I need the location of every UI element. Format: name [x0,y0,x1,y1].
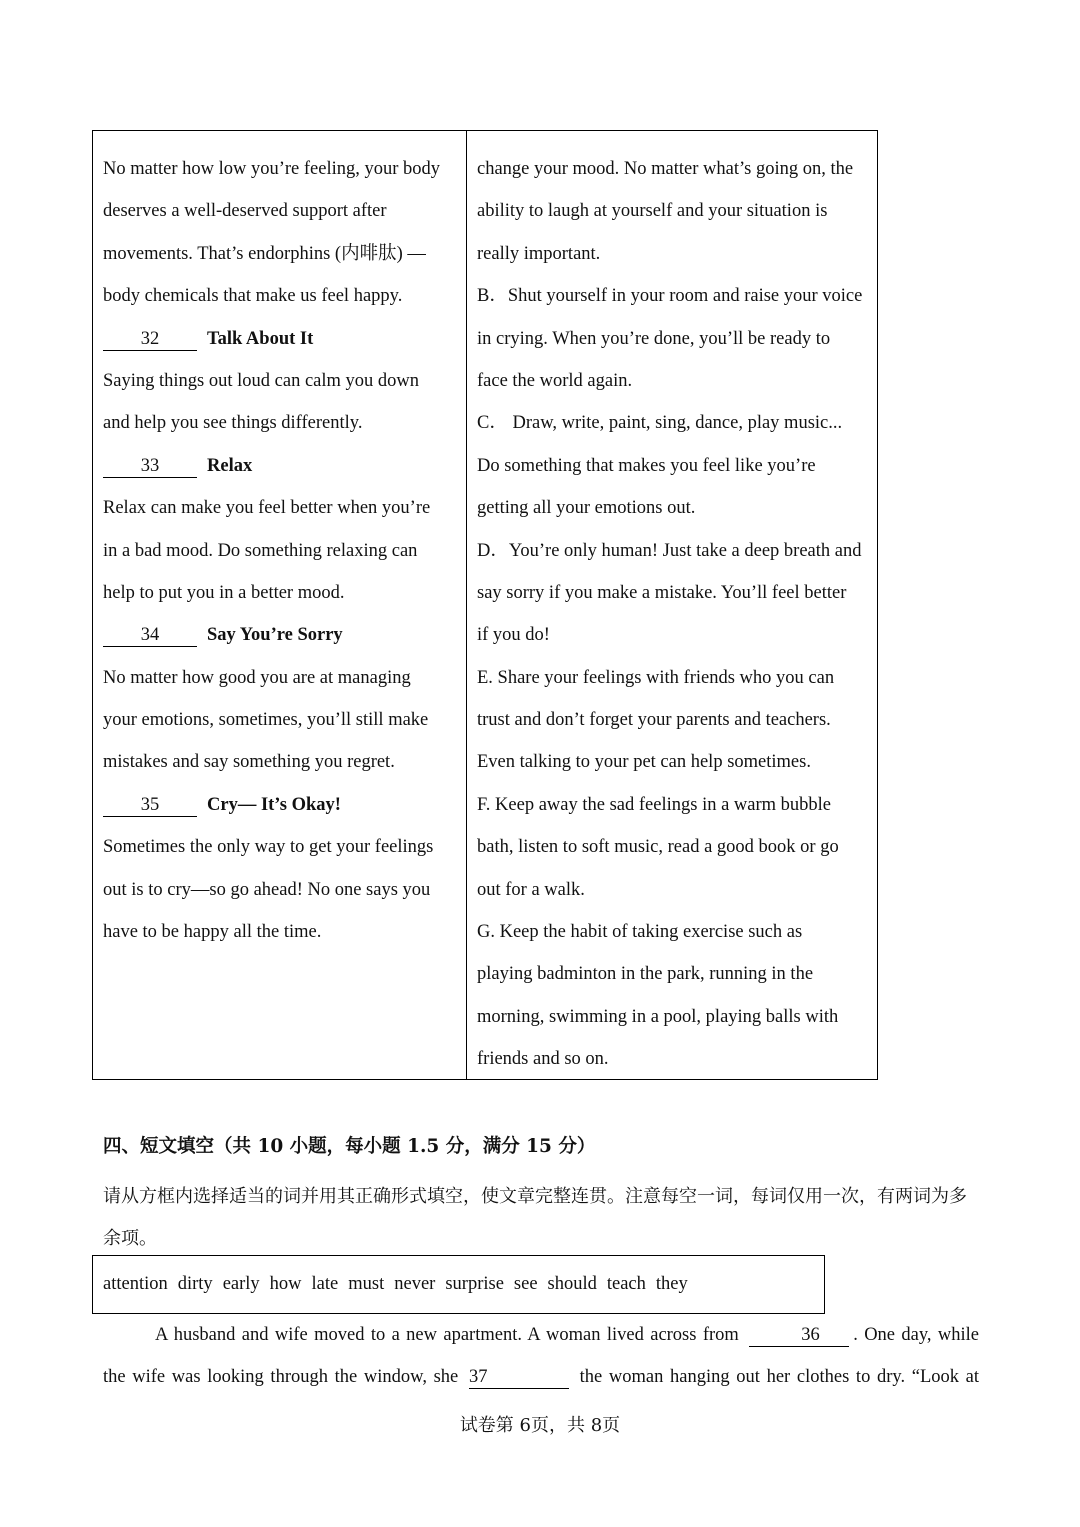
word-option: see [513,1274,538,1294]
option-text-line: say sorry if you make a mistake. You’ll feel better [477,582,847,603]
passage-line [103,1356,979,1398]
word-option: teach [606,1274,646,1294]
right-column-options [477,148,875,1081]
word-option: surprise [445,1274,504,1294]
option-text-line: ability to laugh at yourself and your situation is [477,201,828,222]
text-line: and help you see things differently. [103,413,363,434]
option-text-line: trust and don’t forget your parents and teachers. [477,710,831,731]
answer-blank-33[interactable]: 33 [103,455,197,478]
text-line: help to put you in a better mood. [103,582,345,603]
answer-blank-32[interactable]: 32 [103,328,197,351]
heading-title: Say You’re Sorry [207,625,343,646]
passage [103,1314,979,1399]
heading-title: Cry— It’s Okay! [207,794,341,815]
option-text-line: in crying. When you’re done, you’ll be ready to [477,328,831,349]
word-option: dirty [177,1274,213,1294]
text-line: in a bad mood. Do something relaxing can [103,540,418,561]
text-line: Saying things out loud can calm you down [103,370,420,391]
option-heading [103,445,463,487]
word-option: they [655,1274,688,1294]
word-option: never [394,1274,436,1294]
heading-title: Relax [207,455,253,476]
answer-blank-35[interactable]: 35 [103,794,197,817]
option-heading [103,614,463,656]
answer-blank-34[interactable]: 34 [103,624,197,647]
left-column [103,148,463,953]
answer-blank-37[interactable]: 37 [469,1366,569,1389]
word-box [92,1255,825,1314]
text-line: Sometimes the only way to get your feelings [103,837,434,858]
text-line: Relax can make you feel better when you’re [103,498,431,519]
text-line: out is to cry—so go ahead! No one says you [103,879,431,900]
text-line: No matter how low you’re feeling, your body [103,159,441,179]
text-line: deserves a well-deserved support after [103,201,387,222]
word-option: how [269,1274,302,1294]
option-text-line: playing badminton in the park, running in the [477,964,814,985]
word-option: must [348,1274,385,1294]
option-text-line: B．Shut yourself in your room and raise your voice [477,286,863,307]
text-line: movements. That’s endorphins (内啡肽) — [103,243,426,264]
word-option: should [547,1274,597,1294]
text-line: mistakes and say something you regret. [103,752,395,773]
option-text-line: F. Keep away the sad feelings in a warm bubble [477,794,832,815]
option-heading [103,318,463,360]
word-option: late [311,1274,339,1294]
word-option: early [222,1274,260,1294]
option-text-line: bath, listen to soft music, read a good book or go [477,837,839,858]
option-text-line: Do something that makes you feel like you’re [477,455,816,476]
option-text-line: if you do! [477,625,550,646]
passage-text: the woman hanging out her clothes to dry. “Look at [579,1367,980,1388]
option-text-line: G. Keep the habit of taking exercise such as [477,922,803,943]
option-text-line: E. Share your feelings with friends who you can [477,667,835,688]
option-text-line: morning, swimming in a pool, playing balls with [477,1006,839,1027]
text-line: your emotions, sometimes, you’ll still make [103,710,429,731]
heading-title: Talk About It [207,328,314,349]
passage-text: the wife was looking through the window, she [103,1367,459,1388]
answer-blank-36[interactable]: 36 [749,1324,849,1347]
passage-line [103,1314,979,1356]
section-instruction: 请从方框内选择适当的词并用其正确形式填空，使文章完整连贯。注意每空一词，每词仅用一次，有两词为多余项。 [103,1186,967,1249]
option-text-line: out for a walk. [477,879,585,900]
option-text-line: D．You’re only human! Just take a deep breath and [477,540,862,561]
passage-text: . One day, while [853,1325,979,1345]
option-text-line: getting all your emotions out. [477,498,696,519]
word-option: attention [103,1274,168,1294]
column-divider [466,131,467,1079]
option-text-line: really important. [477,243,601,264]
passage-text: A husband and wife moved to a new apartment. A woman lived across from [155,1325,739,1345]
text-line: have to be happy all the time. [103,922,322,943]
section-heading: 四、短文填空（共 10 小题，每小题 1.5 分，满分 15 分） [103,1136,596,1157]
page-footer: 试卷第 6页，共 8页 [459,1415,621,1436]
option-text-line: C． Draw, write, paint, sing, dance, play music... [477,413,843,434]
option-text-line: friends and so on. [477,1049,609,1070]
text-line: No matter how good you are at managing [103,667,411,688]
option-text-line: face the world again. [477,370,633,391]
text-line: body chemicals that make us feel happy. [103,286,403,307]
matching-table [92,130,878,1080]
option-text-line: change your mood. No matter what’s going on, the [477,159,854,179]
option-heading [103,784,463,826]
option-text-line: Even talking to your pet can help sometimes. [477,752,811,773]
